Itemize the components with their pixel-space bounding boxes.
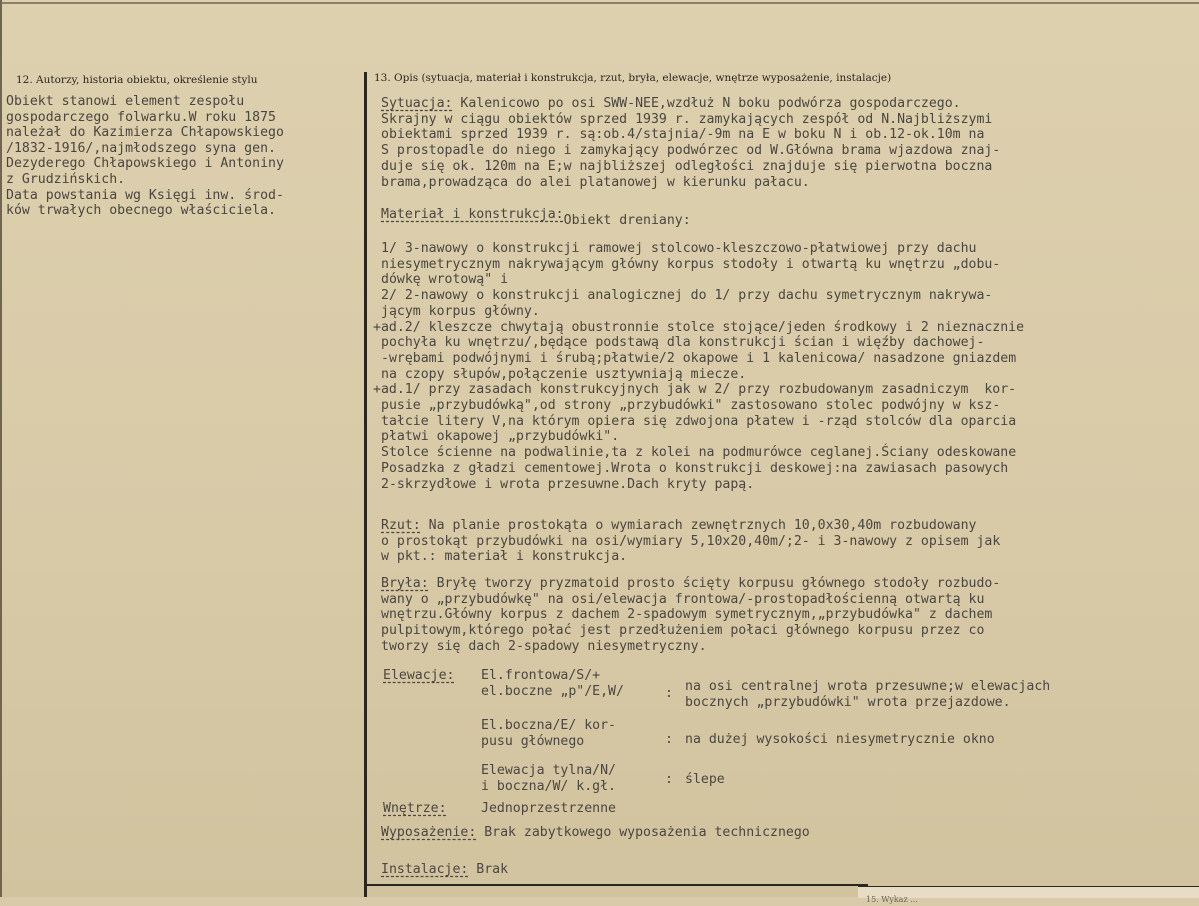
text-line: pusie „przybudówką",od strony „przybudówki" zastosowano stolec podwójny w ksz- xyxy=(381,398,1001,414)
left-border xyxy=(0,0,2,897)
elev-colon: : xyxy=(665,772,673,787)
text-line: +ad.1/ przy zasadach konstrukcyjnych jak w 2/ przy rozbudowanym zasadniczym kor- xyxy=(373,382,1017,398)
text-line: jącym korpus główny. xyxy=(381,303,540,319)
elev-row-2-right xyxy=(685,732,995,748)
text-line: płatwi okapowej „przybudówki". xyxy=(381,429,620,445)
text-line: brama,prowadząca do alei platanowej w kierunku pałacu. xyxy=(381,174,810,190)
text-line: /1832-1916/,najmłodszego syna gen. xyxy=(6,140,276,156)
material-block xyxy=(373,241,1196,492)
elev-colon: : xyxy=(665,686,673,701)
text-line: Na planie prostokąta o wymiarach zewnętrznych 10,0x30,40m rozbudowany xyxy=(420,518,977,533)
elev-row-3-right xyxy=(685,772,725,788)
text-line: 2/ 2-nawowy o konstrukcji analogicznej do 1/ przy dachu symetrycznym nakrywa- xyxy=(381,288,993,304)
instalacje-label: Instalacje: xyxy=(381,862,469,877)
wyposazenie-label: Wyposażenie: xyxy=(381,825,477,840)
text-line: Bryłę tworzy pryzmatoid prosto ścięty korpusu głównego stodoły rozbudo- xyxy=(428,576,1001,591)
text-line: Stolce ścienne na podwalinie,ta z kolei na podmurówce ceglanej.Ściany odeskowane xyxy=(381,445,1017,461)
material-label: Materiał i konstrukcja: xyxy=(381,207,564,222)
text-line: el.boczne „p"/E,W/ xyxy=(481,683,624,699)
text-line: wnętrzu.Główny korpus z dachem 2-spadowym symetrycznym,„przybudówka" z dachem xyxy=(381,607,993,623)
column-divider xyxy=(364,72,367,897)
text-line: duje się ok. 120m na E;w najbliższej odległości znajduje się pierwotna boczna xyxy=(381,158,993,174)
text-line: Data powstania wg Księgi inw. środ- xyxy=(6,187,284,203)
text-line: i boczna/W/ k.gł. xyxy=(481,778,616,794)
text-line: Elewacja tylna/N/ xyxy=(481,763,616,778)
section-12-header: 12. Autorzy, historia obiektu, określenie stylu xyxy=(16,74,258,86)
elev-colon: : xyxy=(665,732,673,747)
instalacje-text: Brak xyxy=(468,862,509,877)
text-line: Obiekt stanowi element zespołu xyxy=(6,94,245,109)
text-line: ków trwałych obecnego właściciela. xyxy=(6,203,276,219)
sytuacja-label: Sytuacja: xyxy=(381,96,453,111)
bryla-block xyxy=(381,576,1196,655)
text-line: El.boczna/E/ kor- xyxy=(481,718,616,733)
text-line: z Grudzińskich. xyxy=(6,171,126,187)
wyposazenie-line xyxy=(381,825,810,841)
text-line: Dezyderego Chłapowskiego i Antoniny xyxy=(6,156,284,172)
text-line: wany o „przybudówkę" na osi/elewacja frontowa/-prostopadłościenną otwartą ku xyxy=(381,591,985,607)
text-line: 1/ 3-nawowy o konstrukcji ramowej stolcowo-kleszczowo-płatwiowej przy dachu xyxy=(381,241,977,256)
text-line: bocznych „przybudówki" wrota przejazdowe. xyxy=(685,694,1011,710)
wyposazenie-text: Brak zabytkowego wyposażenia technicznego xyxy=(476,825,810,840)
text-line: gospodarczego folwarku.W roku 1875 xyxy=(6,109,276,125)
text-line: Kalenicowo po osi SWW-NEE,wzdłuż N boku podwórza gospodarczego. xyxy=(452,96,961,111)
elewacje-label: Elewacje: xyxy=(383,668,455,683)
text-line: 2-skrzydłowe i wrota przesuwne.Dach kryty papą. xyxy=(381,476,755,492)
text-line: -wrębami podwójnymi i śrubą;płatwie/2 okapowe i 1 kalenicowa/ nasadzone gniazdem xyxy=(381,350,1017,366)
elev-row-2-left xyxy=(481,718,616,749)
text-line: El.frontowa/S/+ xyxy=(481,668,601,683)
text-line: niesymetrycznym nakrywającym główny korpus stodoły i otwartą ku wnętrzu „dobu- xyxy=(381,256,1001,272)
text-line: +ad.2/ kleszcze chwytają obustronnie stolce stojące/jeden środkowy i 2 nieznacznie xyxy=(373,319,1025,335)
wnetrze-label: Wnętrze: xyxy=(383,801,447,816)
text-line: ślepe xyxy=(685,772,725,787)
text-line: Posadzka z gładzi cementowej.Wrota o konstrukcji deskowej:na zawiasach pasowych xyxy=(381,460,1009,476)
text-line: S prostopadle do niego i zamykający podwórzec od W.Główna brama wjazdowa znaj- xyxy=(381,143,1001,159)
section-13-header: 13. Opis (sytuacja, materiał i konstrukcja, rzut, bryła, elewacje, wnętrze wyposażenie, instalacje) xyxy=(374,72,892,84)
material-first: Obiekt dreniany: xyxy=(563,213,691,228)
text-line: o prostokąt przybudówki na osi/wymiary 5,10x20,40m/;2- i 3-nawowy z opisem jak xyxy=(381,533,1001,549)
elev-row-1-right xyxy=(685,679,1050,710)
text-line: należał do Kazimierza Chłapowskiego xyxy=(6,125,284,141)
bryla-label: Bryła: xyxy=(381,576,429,591)
next-card-edge xyxy=(858,886,1199,904)
text-line: na osi centralnej wrota przesuwne;w elewacjach xyxy=(685,679,1051,694)
sytuacja-block xyxy=(381,96,1196,190)
text-line: na czopy słupów,połączenie usztywniają miecze. xyxy=(381,366,747,382)
rzut-label: Rzut: xyxy=(381,518,421,533)
bottom-rule xyxy=(364,884,868,886)
material-heading xyxy=(381,207,1196,228)
elev-row-1-left xyxy=(481,668,624,699)
text-line: obiektami sprzed 1939 r. są:ob.4/stajnia/-9m na E w boku N i ob.12-ok.10m na xyxy=(381,127,985,143)
elev-row-3-left xyxy=(481,763,616,794)
text-line: pochyła ku wnętrzu/,będące podstawą dla konstrukcji ścian i więźby dachowej- xyxy=(381,335,985,351)
section-12-text xyxy=(6,94,358,219)
text-line: tworzy się dach 2-spadowy niesymetryczny. xyxy=(381,638,707,654)
text-line: Skrajny w ciągu obiektów sprzed 1939 r. zamykających zespół od N.Najbliższymi xyxy=(381,111,993,127)
rzut-block xyxy=(381,518,1196,565)
next-header: 15. Wykaz ... xyxy=(866,895,918,904)
wnetrze-text: Jednoprzestrzenne xyxy=(481,801,616,816)
text-line: dówkę wrotową" i xyxy=(381,272,509,288)
text-line: w pkt.: materiał i konstrukcja. xyxy=(381,549,628,565)
text-line: pusu głównego xyxy=(481,733,585,749)
text-line: tałcie litery V,na którym opiera się zdwojona płatew i -rząd stolców dla oparcia xyxy=(381,413,1017,429)
instalacje-line xyxy=(381,862,508,878)
top-border xyxy=(0,2,1199,4)
text-line: pulpitowym,którego połać jest przedłużeniem połaci głównego korpusu przez co xyxy=(381,623,985,639)
text-line: na dużej wysokości niesymetrycznie okno xyxy=(685,732,995,747)
